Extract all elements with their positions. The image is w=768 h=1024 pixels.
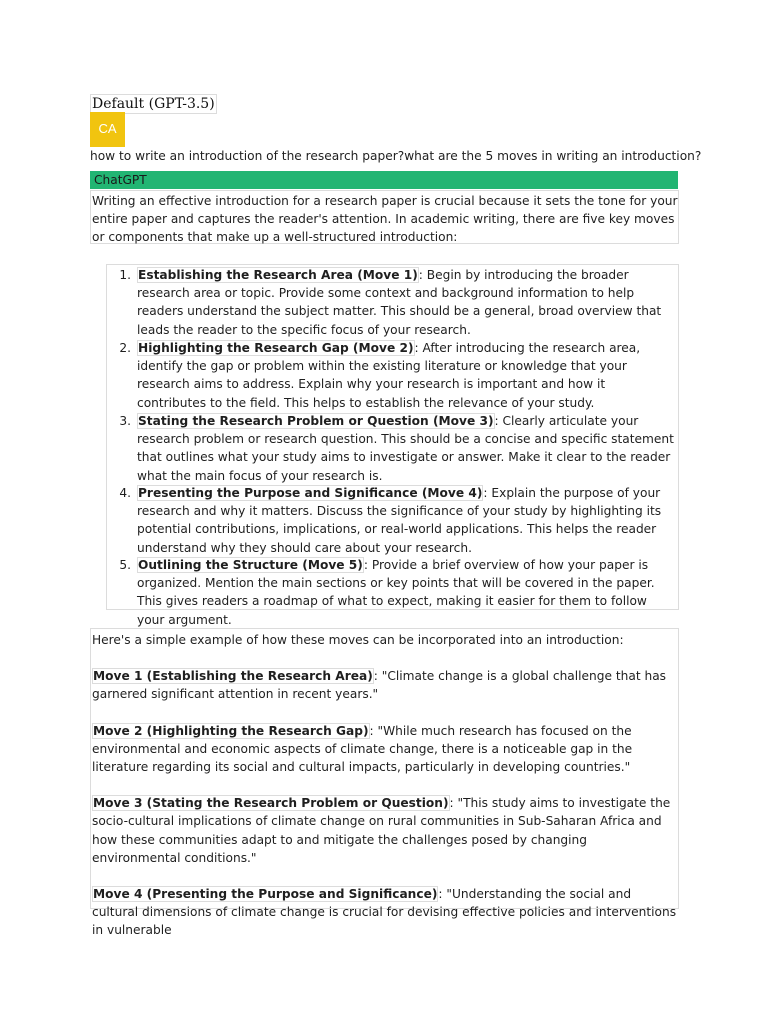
list-number: 2. — [119, 341, 131, 355]
list-number: 5. — [119, 558, 131, 572]
user-avatar: CA — [90, 112, 125, 147]
move-description: : Explain the purpose of your research and why it matters. Discuss the significance of your study by highlighting its potential contributions, implications, or real-world applications. This helps the reader understand why they should care about your research. — [137, 486, 662, 555]
move-description: : Clearly articulate your research problem or research question. This should be a concise and specific statement that outlines what your study aims to investigate or answer. Make it clear to the reader what the main focus of your research is. — [137, 414, 674, 483]
list-item-text — [137, 484, 678, 557]
move-description: : After introducing the research area, identify the gap or problem within the existing literature or knowledge that your research aims to address. Explain why your research is important and how it contributes to the field. This helps to establish the relevance of your study. — [137, 341, 641, 410]
example-move-heading: Move 4 (Presenting the Purpose and Significance) — [93, 887, 438, 902]
example-move-text: : "Understanding the social and cultural dimensions of climate change is crucial for devising effective policies and interventions in vulnerable — [92, 887, 677, 938]
list-number: 4. — [119, 486, 131, 500]
list-item-text — [137, 556, 678, 629]
example-move-text: : "This study aims to investigate the socio-cultural implications of climate change on rural communities in Sub-Saharan Africa and how these communities adapt to and mitigate the challenges posed by changing environmental conditions." — [92, 796, 671, 865]
example-intro: Here's a simple example of how these moves can be incorporated into an introduction: — [92, 633, 624, 647]
example-paragraph — [92, 722, 678, 777]
example-paragraph — [92, 885, 678, 940]
list-number: 3. — [119, 414, 131, 428]
assistant-name-bar: ChatGPT — [90, 171, 678, 189]
example-move-heading: Move 1 (Establishing the Research Area) — [93, 669, 373, 684]
list-item-text — [137, 339, 678, 412]
assistant-intro: Writing an effective introduction for a research paper is crucial because it sets the tone for your entire paper and captures the reader's attention. In academic writing, there are five key moves or components that make up a well-structured introduction: — [90, 190, 679, 244]
list-number: 1. — [119, 268, 131, 282]
example-move-text: : "Climate change is a global challenge that has garnered significant attention in recent years." — [92, 669, 667, 702]
example-move-heading: Move 2 (Highlighting the Research Gap) — [93, 723, 369, 738]
move-term: Highlighting the Research Gap (Move 2) — [138, 341, 414, 355]
list-item-text — [137, 412, 678, 485]
move-term: Presenting the Purpose and Significance (Move 4) — [138, 486, 483, 500]
model-label: Default (GPT-3.5) — [92, 96, 215, 112]
example-section — [90, 628, 679, 938]
move-term: Establishing the Research Area (Move 1) — [138, 268, 418, 282]
example-paragraph — [92, 794, 678, 867]
move-description: : Provide a brief overview of how your paper is organized. Mention the main sections or key points that will be covered in the paper. This gives readers a roadmap of what to expect, making it easier for them to follow your argument. — [137, 558, 655, 627]
move-description: : Begin by introducing the broader research area or topic. Provide some context and background information to help readers understand the subject matter. This should be a general, broad overview that leads the reader to the specific focus of your research. — [137, 268, 662, 337]
example-move-text: : "While much research has focused on the environmental and economic aspects of climate change, there is a noticeable gap in the literature regarding its social and cultural impacts, particularly in developing countries." — [92, 723, 633, 775]
move-term: Outlining the Structure (Move 5) — [138, 558, 363, 572]
moves-list — [106, 264, 679, 627]
example-paragraph — [92, 667, 678, 703]
example-move-heading: Move 3 (Stating the Research Problem or Question) — [93, 796, 449, 811]
move-term: Stating the Research Problem or Question (Move 3) — [138, 414, 494, 428]
list-item-text — [137, 266, 678, 339]
user-question: how to write an introduction of the research paper?what are the 5 moves in writing an introduction? — [90, 149, 702, 163]
